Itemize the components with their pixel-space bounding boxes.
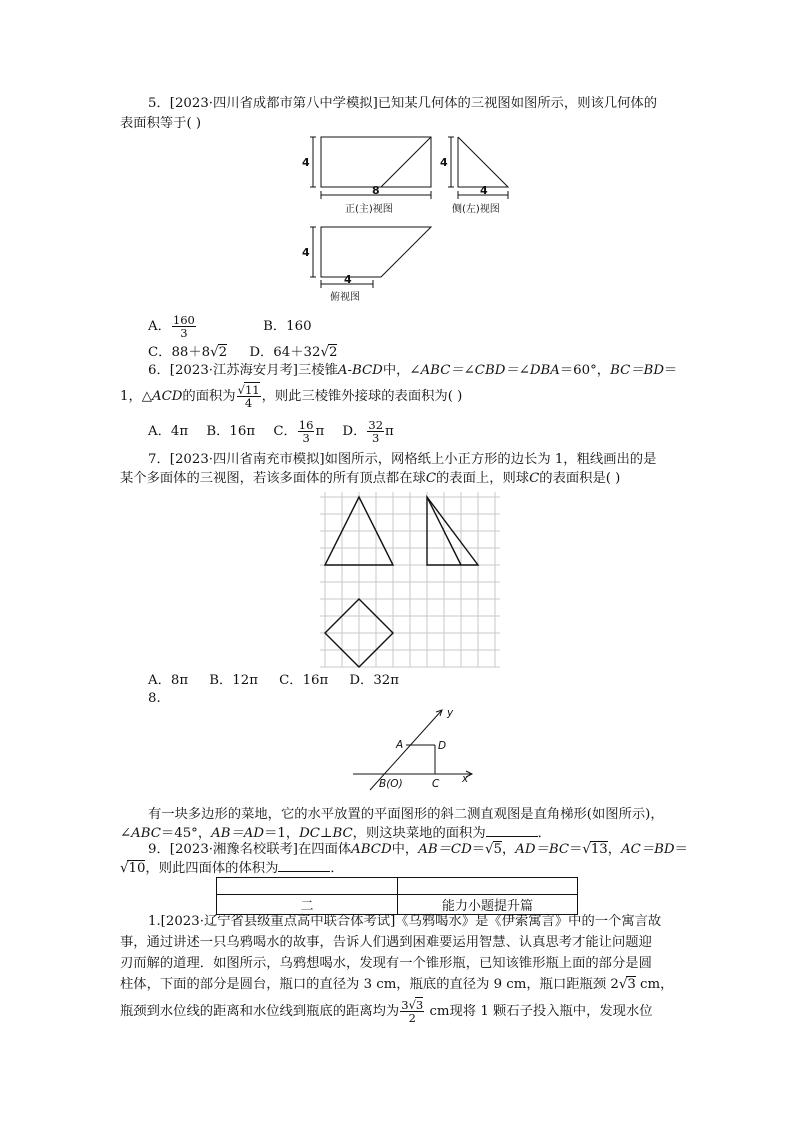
q5-line2: 表面积等于( ) — [120, 116, 202, 131]
q8-line1: 有一块多边形的菜地，它的水平放置的平面图形的斜二测直观图是直角梯形(如图所示)， — [148, 807, 664, 822]
q8-trapezoid-figure — [345, 700, 480, 792]
q5-options-row1 — [148, 312, 312, 342]
q8-label-A: A — [396, 739, 404, 751]
q7-grid-figure — [318, 490, 503, 670]
q5-three-view-figure — [300, 130, 530, 305]
q5-optB: B．160 — [263, 319, 312, 334]
section-number: 二 — [217, 895, 398, 915]
section-title: 能力小题提升篇 — [398, 895, 578, 915]
top-caption: 俯视图 — [330, 292, 360, 303]
q8-label-D: D — [438, 740, 447, 752]
q8-label-BO: B(O) — [379, 778, 403, 790]
side-caption: 侧(左)视图 — [452, 204, 500, 215]
q6-area-frac: $\frac{√11}{4}$ — [237, 383, 260, 410]
q7-options: A．8π B．12π C．16π D．32π — [148, 673, 399, 688]
q5-line1: 5．[2023·四川省成都市第八中学模拟]已知某几何体的三视图如图所示，则该几何体的 — [148, 96, 657, 111]
q8-answer-blank — [486, 824, 538, 837]
q6-optD: D． $\frac{32}{3}$ π — [342, 418, 394, 445]
side-dim-w: 4 — [480, 184, 488, 197]
p1-line1: 1.[2023·辽宁省县级重点高中联合体考试]《乌鸦喝水》是《伊索寓言》中的一个寓言故 — [148, 914, 662, 929]
side-view-triangle — [458, 137, 508, 187]
q6-optA: A．4π — [148, 424, 189, 439]
front-view-rect — [321, 137, 431, 187]
p1-line4: 柱体，下面的部分是圆台，瓶口的直径为 3 cm，瓶底的直径为 9 cm，瓶口距瓶颈 2√3 cm， — [120, 977, 674, 992]
q9-line1: 9．[2023·湘豫名校联考]在四面体ABCD中，AB＝CD＝√5，AD＝BC＝√13，AC＝BD＝ — [148, 842, 688, 857]
p1-line3: 刃而解的道理．如图所示，乌鸦想喝水，发现有一个锥形瓶，已知该锥形瓶上面的部分是圆 — [120, 956, 652, 971]
top-view-trapezoid — [321, 227, 431, 277]
p1-line5: 瓶颈到水位线的距离和水位线到瓶底的距离均为 $\frac{3√3}{2}$ cm现将 1 颗石子投入瓶中，发现水位 — [120, 998, 653, 1025]
side-dim-h: 4 — [440, 156, 448, 169]
q8-label-C: C — [432, 778, 440, 790]
p1-line2: 事，通过讲述一只乌鸦喝水的故事，告诉人们遇到困难要运用智慧、认真思考才能让问题迎 — [120, 935, 652, 950]
front-dim-w: 8 — [372, 184, 380, 197]
q5-optC: C．88＋8√2 — [148, 345, 228, 360]
top-dim-h: 4 — [302, 246, 310, 259]
q5-options-row2 — [148, 344, 337, 362]
q9-answer-blank — [278, 859, 330, 872]
front-caption: 正(主)视图 — [345, 204, 393, 215]
q7-line2: 某个多面体的三视图，若该多面体的所有顶点都在球C的表面上，则球C的表面积是( ) — [120, 471, 621, 486]
q6-optC: C． $\frac{16}{3}$ π — [273, 418, 325, 445]
q9-line2: √10，则此四面体的体积为 ． — [120, 861, 344, 876]
q8-label-y: y — [447, 707, 454, 719]
front-dim-h: 4 — [302, 156, 310, 169]
q7-line1: 7．[2023·四川省南充市模拟]如图所示，网格纸上小正方形的边长为 1，粗线画出的是 — [148, 452, 657, 467]
section-header-table — [216, 877, 578, 915]
q6-line1: 6．[2023·江苏海安月考]三棱锥A-BCD中，∠ABC＝∠CBD＝∠DBA＝60°，BC＝BD＝ — [148, 363, 678, 378]
q5-optA-label: A． — [148, 319, 171, 334]
q8-label-x: x — [462, 773, 469, 785]
top-dim-w: 4 — [344, 273, 352, 286]
q5-optA-frac: $\frac{160}{3}$ — [172, 313, 195, 340]
p1-fraction: $\frac{3√3}{2}$ — [401, 998, 424, 1025]
front-view-diagonal — [381, 137, 431, 187]
q8-number: 8. — [148, 691, 161, 706]
q8-line2: ∠ABC＝45°，AB＝AD＝1，DC⊥BC，则这块菜地的面积为 ． — [120, 826, 551, 841]
q6-options — [148, 415, 394, 449]
q6-optB: B．16π — [206, 424, 256, 439]
q6-line2: 1，△ACD的面积为 $\frac{√11}{4}$ ，则此三棱锥外接球的表面积为( ) — [120, 383, 463, 410]
q5-optD: D．64＋32√2 — [249, 345, 338, 360]
